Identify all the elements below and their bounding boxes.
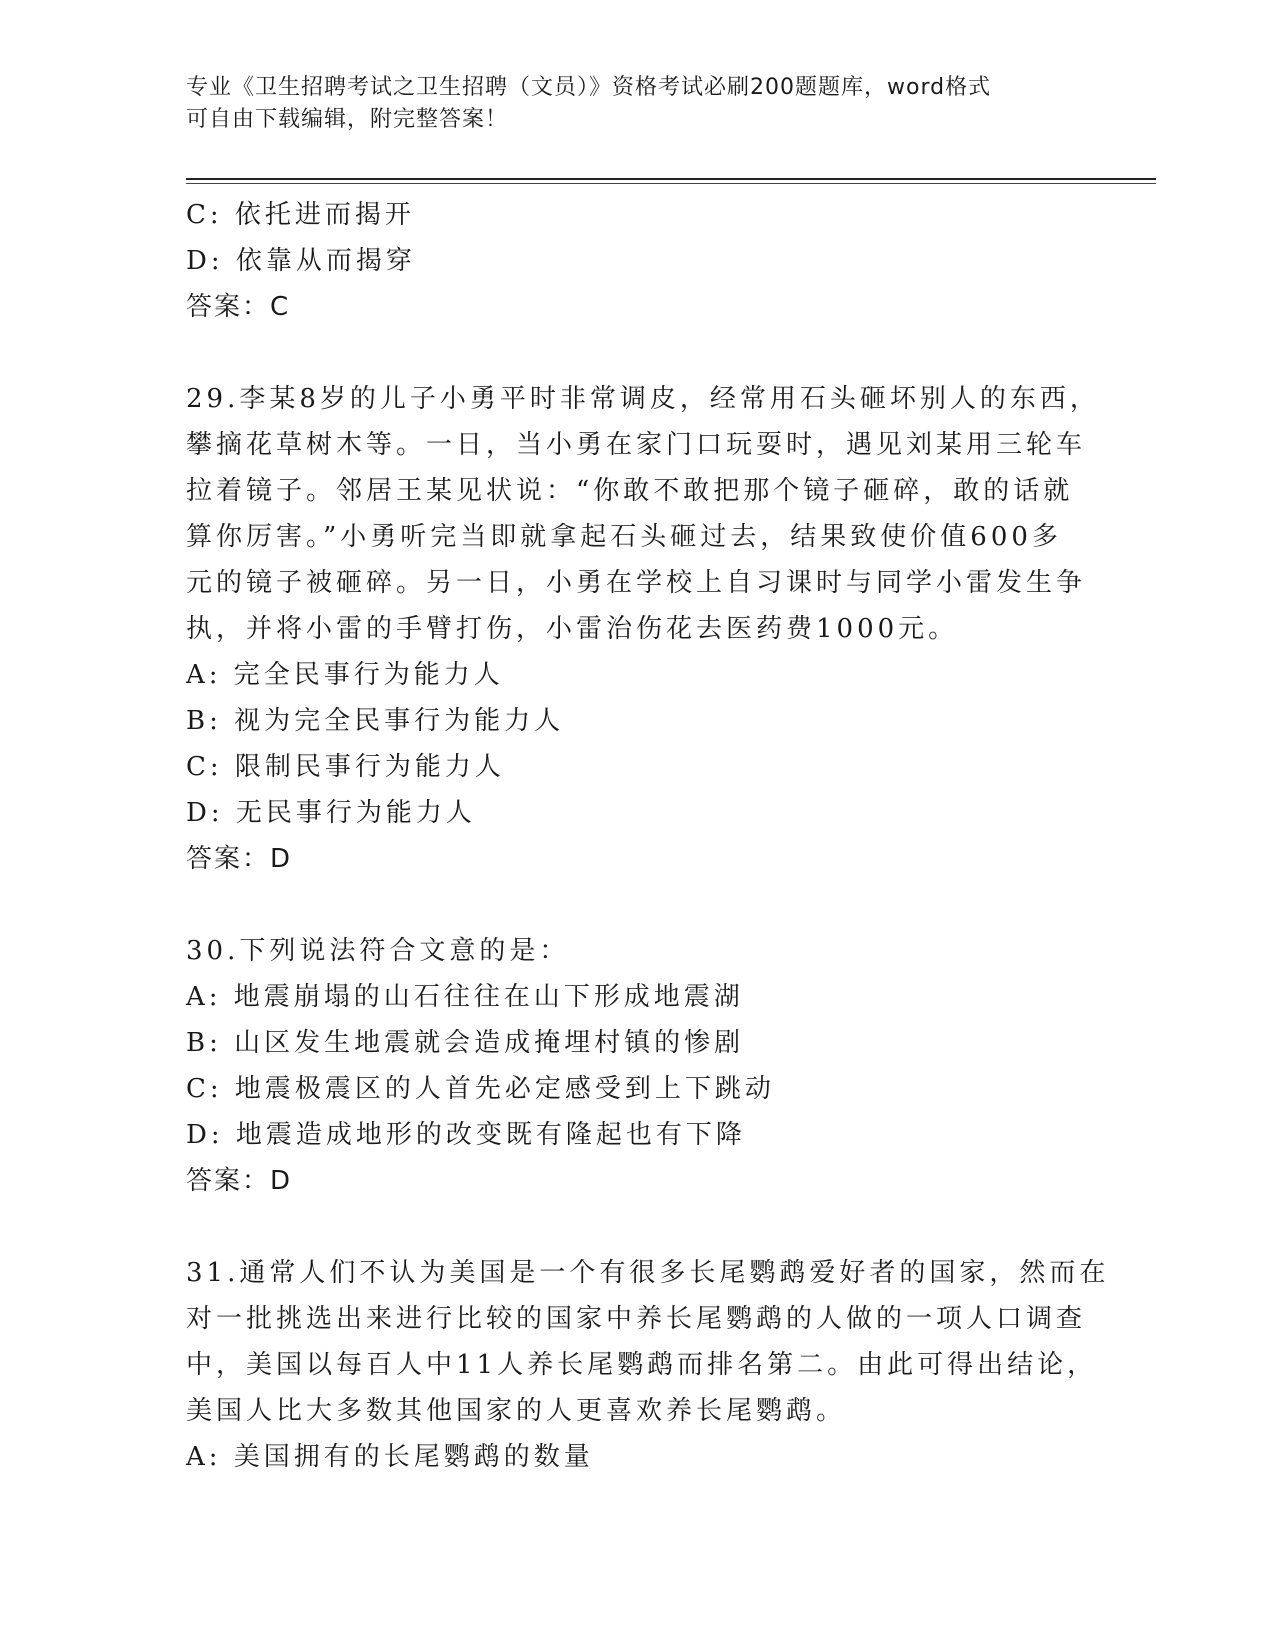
question-stem-line: 元的镜子被砸碎。另一日，小勇在学校上自习课时与同学小雷发生争	[186, 568, 1087, 598]
question-stem-line: 攀摘花草树木等。一日，当小勇在家门口玩耍时，遇见刘某用三轮车	[186, 430, 1087, 460]
spacer	[186, 1204, 1086, 1250]
spacer	[186, 882, 1086, 928]
option-b: B: 视为完全民事行为能力人	[186, 706, 565, 736]
header-divider-thin	[186, 183, 1156, 184]
question-29	[186, 376, 1100, 882]
question-stem-line: 31.通常人们不认为美国是一个有很多长尾鹦鹉爱好者的国家，然而在	[186, 1258, 1110, 1288]
question-28-tail	[186, 192, 1086, 330]
spacer	[186, 330, 1086, 376]
option-d: D: 依靠从而揭穿	[186, 246, 416, 276]
question-stem-line: 29.李某8岁的儿子小勇平时非常调皮，经常用石头砸坏别人的东西，	[186, 384, 1100, 414]
question-stem-line: 执，并将小雷的手臂打伤，小雷治伤花去医药费1000元。	[186, 614, 959, 644]
question-31	[186, 1250, 1110, 1480]
question-stem-line: 拉着镜子。邻居王某见状说：“你敢不敢把那个镜子砸碎，敢的话就	[186, 476, 1074, 506]
question-stem-line: 算你厉害。”小勇听完当即就拿起石头砸过去，结果致使价值600多	[186, 522, 1062, 552]
answer-line: 答案：D	[186, 1166, 293, 1196]
option-d: D: 地震造成地形的改变既有隆起也有下降	[186, 1120, 746, 1150]
option-a: A: 完全民事行为能力人	[186, 660, 504, 690]
option-c: C: 地震极震区的人首先必定感受到上下跳动	[186, 1074, 775, 1104]
option-b: B: 山区发生地震就会造成掩埋村镇的惨剧	[186, 1028, 745, 1058]
document-header	[186, 72, 1086, 136]
answer-line: 答案：C	[186, 292, 291, 322]
option-a: A: 地震崩塌的山石往往在山下形成地震湖	[186, 982, 744, 1012]
option-d: D: 无民事行为能力人	[186, 798, 476, 828]
option-c: C: 限制民事行为能力人	[186, 752, 505, 782]
document-body	[186, 192, 1110, 1480]
question-stem-line: 对一批挑选出来进行比较的国家中养长尾鹦鹉的人做的一项人口调查	[186, 1304, 1087, 1334]
header-line-2: 可自由下载编辑，附完整答案！	[186, 107, 509, 132]
header-line-1: 专业《卫生招聘考试之卫生招聘（文员）》资格考试必刷200题题库，word格式	[186, 75, 992, 100]
question-stem-line: 中，美国以每百人中11人养长尾鹦鹉而排名第二。由此可得出结论，	[186, 1350, 1098, 1380]
header-divider-thick	[186, 178, 1156, 180]
answer-line: 答案：D	[186, 844, 293, 874]
option-a: A: 美国拥有的长尾鹦鹉的数量	[186, 1442, 594, 1472]
question-30	[186, 928, 1086, 1204]
question-stem: 30.下列说法符合文意的是：	[186, 936, 570, 966]
option-c: C: 依托进而揭开	[186, 200, 415, 230]
question-stem-line: 美国人比大多数其他国家的人更喜欢养长尾鹦鹉。	[186, 1396, 847, 1426]
